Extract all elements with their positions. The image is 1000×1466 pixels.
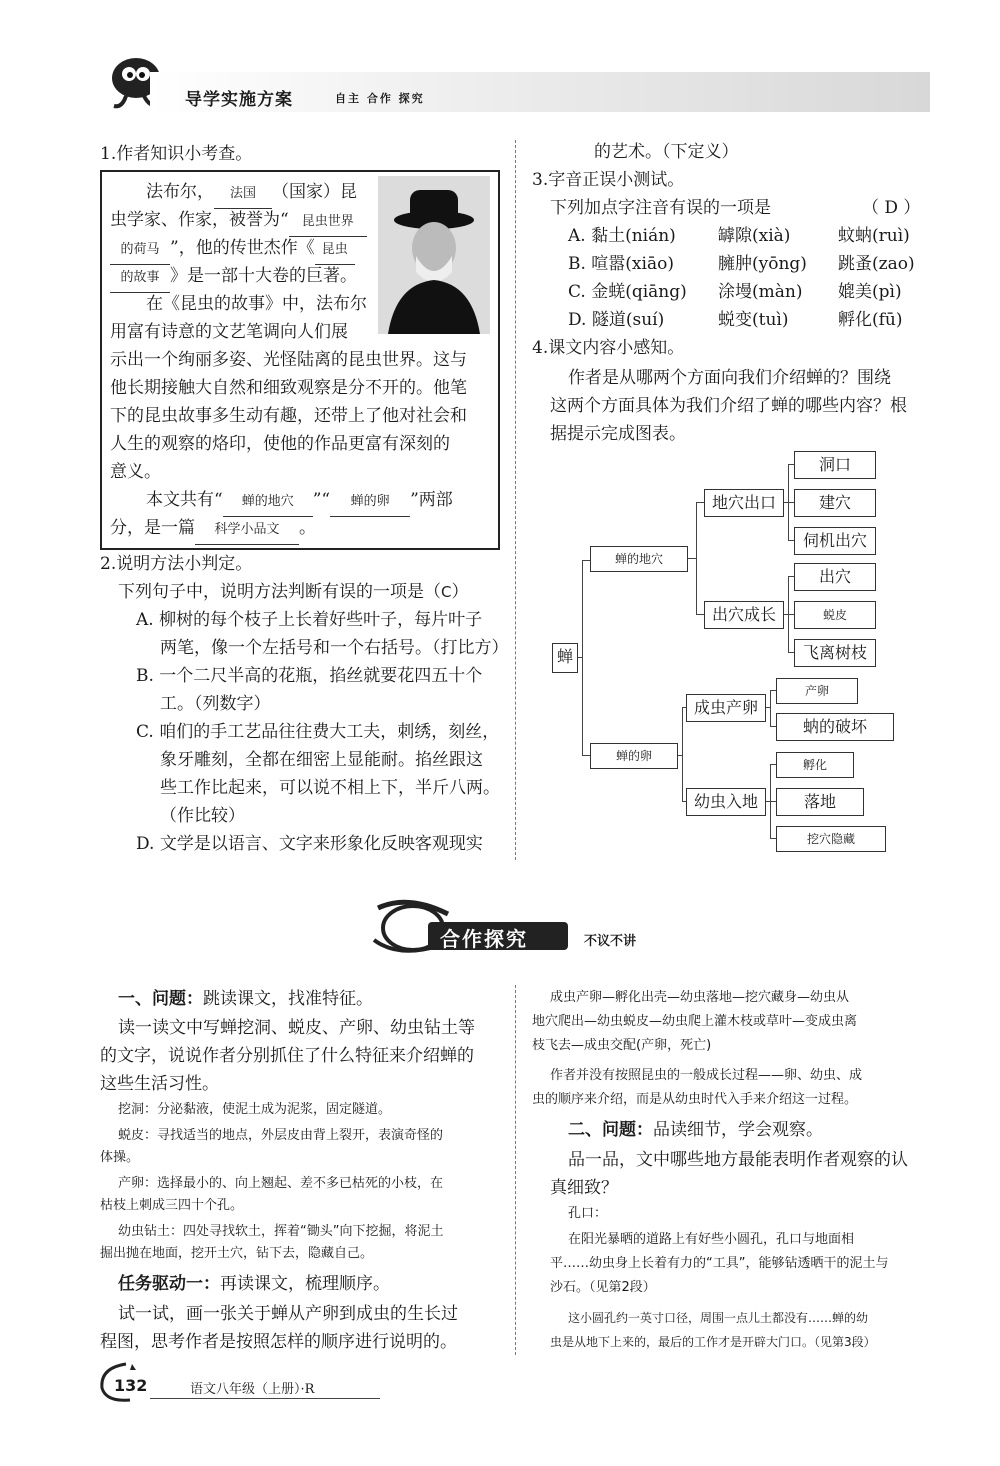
tree-node-grow: 出穴成长 [704,601,784,629]
blank-title: 昆虫世界 [289,208,367,237]
coop-a4-l1: 幼虫钻土：四处寻找软土，挥着“锄头”向下挖掘，将泥土 [118,1224,444,1239]
tree-leaf-out: 出穴 [794,563,876,591]
q1-p2-l1: 在《昆虫的故事》中，法布尔 [146,294,367,314]
q2-answer: C [441,583,452,601]
column-divider [515,140,516,860]
q3-r3-c0: D. 隧道(suí) [568,310,665,330]
banner-title: 合作探究 [440,927,528,951]
q2-D-l2: 的艺术。（下定义） [594,142,739,162]
page-title: 导学实施方案 [185,90,293,110]
coop-q1: 一、问题：跳读课文，找准特征。 [118,989,373,1009]
book-info: 语文八年级（上册）·R [190,1382,315,1397]
blank-book: 昆虫 [315,236,355,265]
tree-branch-cave: 蝉的地穴 [590,546,688,572]
coop-a4-l2: 掘出抛在地面，挖开土穴，钻下去，隐藏自己。 [100,1246,374,1261]
blank-part1: 蝉的地穴 [223,488,313,517]
q1-line1: 法布尔， 法国 （国家）昆 [146,178,357,209]
q3-r1-c0: B. 喧嚣(xiāo) [568,254,674,274]
coop-q2: 二、问题：品读细节，学会观察。 [568,1120,823,1140]
footer-rule [150,1398,380,1399]
q1-line2: 虫学家、作家，被誉为“ 昆虫世界 [110,206,367,237]
tree-leaf-wait: 伺机出穴 [794,527,876,555]
q4-label: 4.课文内容小感知。 [532,338,685,358]
q2-label: 2.说明方法小判定。 [100,554,253,574]
coop-b1-l2: 平……幼虫身上长着有力的“工具”，能够钻透晒干的泥土与 [550,1256,889,1271]
q1-p3-l2: 分，是一篇 科学小品文 。 [110,514,316,545]
q2-C-l1: C. 咱们的手工艺品往往费大工夫，刺绣，刻丝， [136,722,500,742]
q4-l2: 这两个方面具体为我们介绍了蝉的哪些内容？根 [550,396,907,416]
q2-C-l4: （作比较） [160,806,245,826]
q1-p2-l4: 他长期接触大自然和细致观察是分不开的。他笔 [110,378,467,398]
banner-tag: 不议不讲 [584,934,637,949]
q1-p2-l5: 下的昆虫故事多生动有趣，还带上了他对社会和 [110,406,467,426]
tree-leaf-build: 建穴 [794,489,876,517]
coop-b0: 孔口： [568,1206,608,1221]
column-divider-2 [515,985,516,1355]
q3-stem: 下列加点字注音有误的一项是 [550,198,771,218]
author-portrait [378,176,490,334]
coop-a3-l2: 枯枝上刺成三四十个孔。 [100,1198,244,1213]
tree-leaf-gnat: 蚋的破坏 [776,713,894,741]
tree-root: 蝉 [552,643,578,673]
page-subtitle: 自主 合作 探究 [335,92,425,105]
coop-r2-l1: 作者并没有按照昆虫的一般成长过程——卵、幼虫、成 [550,1068,863,1083]
coop-a1: 挖洞：分泌黏液，使泥土成为泥浆，固定隧道。 [118,1102,392,1117]
tree-leaf-hole: 洞口 [794,451,876,479]
blank-country: 法国 [214,180,272,209]
q2-B-l2: 工。（列数字） [160,694,271,714]
q3-r1-c2: 跳蚤(zao) [838,254,915,274]
coop-q2-l2: 真细致？ [550,1178,618,1198]
coop-b2-l1: 这小圆孔约一英寸口径，周围一点儿土都没有……蝉的幼 [568,1311,869,1325]
coop-b2-l2: 虫是从地下上来的，最后的工作才是开辟大门口。（见第3段） [550,1335,876,1349]
coop-r1-l3: 枝飞去—成虫交配(产卵，死亡) [532,1038,712,1053]
q2-C-l3: 些工作比起来，可以说不相上下，半斤八两。 [160,778,500,798]
q1-p2-l3: 示出一个绚丽多姿、光怪陆离的昆虫世界。这与 [110,350,467,370]
q2-A-l2: 两笔，像一个左括号和一个右括号。（打比方） [160,638,509,658]
tree-node-enter: 幼虫入地 [686,788,766,816]
coop-a3-l1: 产卵：选择最小的、向上翘起、差不多已枯死的小枝，在 [118,1176,444,1191]
tree-leaf-hatch: 孵化 [776,752,854,778]
q3-r2-c0: C. 金蜣(qiāng) [568,282,687,302]
coop-r2-l2: 虫的顺序来介绍，而是从幼虫时代入手来介绍这一过程。 [532,1092,858,1107]
q1-label: 1.作者知识小考查。 [100,144,253,164]
q3-label: 3.字音正误小测试。 [532,170,685,190]
coop-q2-l1: 品一品，文中哪些地方最能表明作者观察的认 [568,1150,908,1170]
coop-a2-l2: 体操。 [100,1150,140,1165]
tree-leaf-fly: 飞离树枝 [794,639,876,667]
q3-answer: （ D ） [862,198,921,218]
coop-b1-l3: 沙石。（见第2段） [550,1280,656,1295]
coop-q1-l1: 读一读文中写蝉挖洞、蜕皮、产卵、幼虫钻土等 [118,1018,475,1038]
q1-line3: 的荷马 ”，他的传世杰作《 昆虫 [110,234,355,265]
coop-q1-l2: 的文字，说说作者分别抓住了什么特征来介绍蝉的 [100,1046,474,1066]
coop-b1-l1: 在阳光暴晒的道路上有好些小圆孔，孔口与地面相 [568,1232,855,1247]
q1-p2-l7: 意义。 [110,462,161,482]
tree-branch-egg: 蝉的卵 [590,743,678,769]
page-number: 132 [114,1376,148,1395]
tree-node-exit: 地穴出口 [704,489,784,517]
q1-p2-l6: 人生的观察的烙印，使他的作品更富有深刻的 [110,434,450,454]
coop-task-l2: 程图，思考作者是按照怎样的顺序进行说明的。 [100,1332,457,1352]
coop-r1-l1: 成虫产卵—孵化出壳—幼虫落地—挖穴藏身—幼虫从 [550,990,850,1005]
q2-B-l1: B. 一个二尺半高的花瓶，掐丝就要花四五十个 [136,666,483,686]
coop-r1-l2: 地穴爬出—幼虫蜕皮—幼虫爬上灌木枝或草叶—变成虫离 [532,1014,858,1029]
q3-r3-c1: 蜕变(tuì) [718,310,789,330]
q3-r0-c2: 蚊蚋(ruì) [838,226,910,246]
tree-node-lay: 成虫产卵 [686,694,766,722]
coop-a2-l1: 蜕皮：寻找适当的地点，外层皮由背上裂开，表演奇怪的 [118,1128,444,1143]
coop-task: 任务驱动一：再读课文，梳理顺序。 [118,1274,390,1294]
q2-A-l1: A. 柳树的每个枝子上长着好些叶子，每片叶子 [136,610,483,630]
q4-l3: 据提示完成图表。 [550,424,686,444]
q1-p3-l1: 本文共有“ 蝉的地穴 ”“ 蝉的卵 ”两部 [146,486,453,517]
q3-r2-c1: 涂墁(màn) [718,282,803,302]
q3-r0-c1: 罅隙(xià) [718,226,791,246]
q2-C-l2: 象牙雕刻，全都在细密上显能耐。掐丝跟这 [160,750,483,770]
coop-q1-l3: 这些生活习性。 [100,1074,219,1094]
coop-task-l1: 试一试，画一张关于蝉从产卵到成虫的生长过 [118,1304,458,1324]
q3-r1-c1: 臃肿(yōng) [718,254,807,274]
q2-D-l1: D. 文学是以语言、文字来形象化反映客观现实 [136,834,483,854]
tree-leaf-egg: 产卵 [776,678,858,704]
q1-p2-l2: 用富有诗意的文艺笔调向人们展 [110,322,348,342]
q4-l1: 作者是从哪两个方面向我们介绍蝉的？围绕 [568,368,891,388]
q2-stem: 下列句子中，说明方法判断有误的一项是（C） [118,582,469,602]
q1-line4: 的故事 》是一部十大卷的巨著。 [110,262,357,293]
tree-leaf-molt: 蜕皮 [794,601,876,629]
tree-leaf-hide: 挖穴隐藏 [776,826,886,852]
q3-r3-c2: 孵化(fū) [838,310,903,330]
q3-r2-c2: 媲美(pì) [838,282,902,302]
tree-leaf-land: 落地 [776,788,864,816]
blank-part2: 蝉的卵 [330,488,410,517]
q3-r0-c0: A. 黏土(nián) [568,226,676,246]
blank-genre: 科学小品文 [195,516,299,545]
